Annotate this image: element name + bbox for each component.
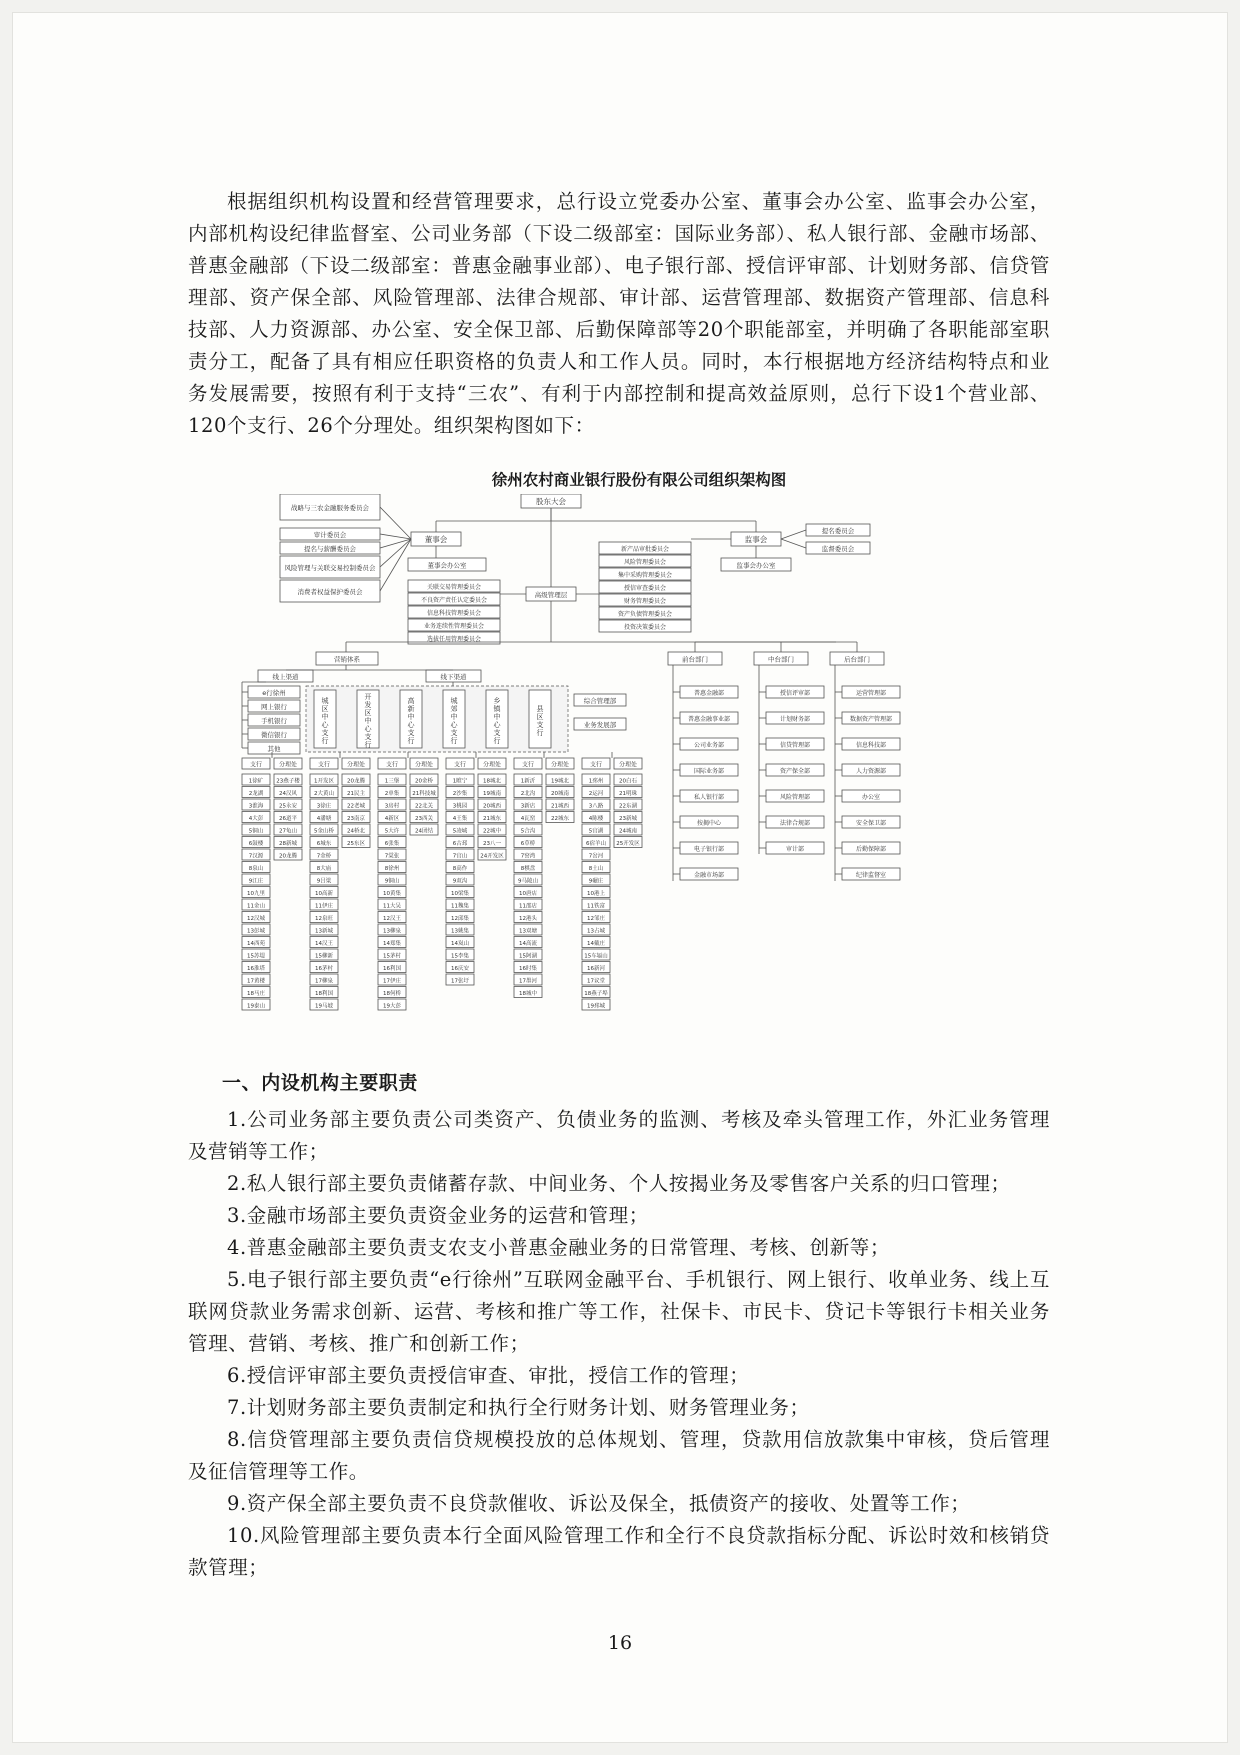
offline-channel-label: 线下渠道 (440, 673, 467, 681)
office-dept-label: 信息科技部 (855, 742, 887, 749)
branch-item-label: 3淮海 (248, 803, 264, 810)
branch-item-label: 14高流 (519, 941, 537, 947)
offline-center-label-char: 新 (407, 705, 415, 713)
online-item-label: 手机银行 (261, 717, 287, 725)
offline-center-label-char: 中 (407, 713, 415, 721)
sub-branch-item-label: 24城南 (619, 828, 637, 835)
branch-item-label: 13柳泉 (383, 928, 401, 935)
branch-item-label: 4潘塘 (316, 816, 332, 822)
offline-center-label-char: 支 (321, 729, 329, 737)
branch-item-label: 6宿羊山 (586, 841, 606, 847)
branch-item-label: 5官湖 (588, 828, 604, 835)
branch-item-label: 10黄集 (383, 891, 401, 897)
sub-branch-item-label: 22北关 (415, 803, 433, 810)
office-group-label: 中台部门 (768, 655, 794, 664)
duty-item: 6.授信评审部主要负责授信审查、审批，授信工作的管理； (227, 1364, 750, 1387)
branch-item-label: 15车辐山 (584, 953, 608, 960)
branch-item-label: 17张圩 (451, 978, 469, 985)
offline-center-label-char: 城 (321, 697, 329, 705)
branch-item-label: 4瓦窑 (520, 816, 536, 822)
branch-item-label: 4陈楼 (588, 816, 604, 822)
branch-item-label: 4王集 (452, 816, 468, 822)
branch-item-label: 8棋盘 (520, 866, 536, 872)
sub-branch-item-label: 21科技城 (412, 791, 436, 797)
branch-item-label: 6鼓楼 (248, 841, 264, 847)
branch-item-label: 16时集 (519, 966, 537, 972)
supervisor-committee-label: 监督委员会 (821, 545, 855, 553)
board-committee-label: 审计委员会 (313, 531, 347, 539)
mgmt-committee-right-label: 新产品审批委员会 (620, 546, 670, 553)
branch-item-label: 7官山 (452, 853, 468, 860)
board-committee-label: 提名与薪酬委员会 (304, 545, 356, 553)
branch-item-label: 7岔河 (588, 853, 604, 860)
branch-item-label: 1开发区 (314, 778, 334, 785)
offline-center-label-char: 镇 (493, 705, 501, 713)
branch-item-label: 5合沟 (520, 828, 536, 835)
branch-item-label: 12汉城 (247, 916, 265, 922)
offline-center-label-char: 区 (536, 713, 544, 721)
branch-label-label: 支行 (249, 761, 263, 769)
branch-item-label: 12港头 (519, 916, 537, 922)
branch-item-label: 9双沟 (452, 878, 468, 885)
branch-item-label: 18利国 (315, 991, 333, 997)
branch-label-label: 支行 (521, 761, 535, 769)
sub-branch-item-label: 23燕子楼 (276, 778, 300, 785)
offline-center-label-char: 行 (536, 729, 544, 737)
mgmt-committee-right-label: 集中采购管理委员会 (617, 572, 673, 579)
branch-item-label: 14戴庄 (587, 941, 605, 947)
branch-item-label: 2龙湖 (248, 791, 264, 797)
sub-branch-label-label: 分理处 (346, 761, 366, 769)
connector-line (781, 530, 806, 539)
branch-item-label: 18城中 (519, 991, 537, 997)
sub-branch-item-label: 18城北 (483, 778, 501, 785)
branch-item-label: 16茅村 (315, 966, 333, 972)
office-dept-label: 计划财务部 (779, 716, 811, 723)
branch-item-label: 2北沟 (520, 791, 536, 797)
duty-item: 5.电子银行部主要负责“e行徐州”互联网金融平台、手机银行、网上银行、收单业务、线上互联网贷款业务需求创新、运营、考核和推广等工作，社保卡、市民卡、贷记卡等银行卡相关业务管理、营销、考核、推广和创新工作； (188, 1268, 1050, 1355)
branch-item-label: 11大吴 (383, 903, 401, 910)
offline-center-label-char: 支 (450, 729, 458, 737)
supervisor-committee-label: 提名委员会 (821, 527, 855, 535)
offline-center-label-char: 开 (364, 693, 372, 701)
offline-center-label-char: 支 (364, 733, 372, 741)
sub-branch-item-label: 21明珠 (619, 791, 637, 797)
sub-branch-item-label: 23八一 (483, 841, 501, 847)
branch-item-label: 10九里 (247, 891, 265, 897)
offline-center-label-char: 心 (321, 721, 329, 729)
branch-item-label: 16新河 (587, 966, 605, 972)
mgmt-committee-left-label: 选拔任用管理委员会 (426, 636, 482, 643)
management-label: 高级管理层 (534, 591, 568, 599)
sub-branch-item-label: 24团结 (415, 828, 433, 835)
branch-item-label: 8高作 (452, 866, 468, 872)
sub-branch-item-label: 21城东 (483, 816, 501, 822)
branch-item-label: 19邳城 (587, 1003, 605, 1010)
branch-item-label: 2大黄山 (314, 791, 334, 797)
branch-item-label: 11邵店 (519, 903, 537, 910)
office-group-label: 前台部门 (682, 655, 708, 664)
board-committee-label: 风险管理与关联交易控制委员会 (284, 564, 376, 572)
branch-item-label: 14西苑 (247, 941, 265, 947)
mgmt-committee-left-label: 不良资产责任认定委员会 (420, 597, 488, 604)
branch-item-label: 11伊庄 (315, 903, 333, 910)
branch-item-label: 14汉王 (315, 941, 333, 947)
branch-item-label: 3房村 (384, 803, 400, 810)
branch-item-label: 12汉王 (383, 916, 401, 922)
branch-item-label: 19大彭 (383, 1003, 401, 1010)
branch-item-label: 13新城 (315, 928, 333, 935)
branch-item-label: 2单集 (384, 791, 400, 797)
duty-item: 4.普惠金融部主要负责支农支小普惠金融业务的日常管理、考核、创新等； (227, 1236, 891, 1259)
sub-branch-item-label: 22老城 (347, 803, 365, 810)
branch-item-label: 5大许 (384, 828, 400, 835)
branch-item-label: 9江庄 (248, 878, 264, 885)
branch-item-label: 2沙集 (452, 791, 468, 797)
intro-paragraph: 根据组织机构设置和经营管理要求，总行设立党委办公室、董事会办公室、监事会办公室，内部机构设纪律监督室、公司业务部（下设二级部室：国际业务部）、私人银行部、金融市场部、普惠金融部（下设二级部室：普惠金融事业部）、电子银行部、授信评审部、计划财务部、信贷管理部、资产保全部、风险管理部、法律合规部、审计部、运营管理部、数据资产管理部、信息科技部、人力资源部、办公室、安全保卫部、后勤保障部等20个职能部室，并明确了各职能部室职责分工，配备了具有相应任职资格的负责人和工作人员。同时，本行根据地方经济结构特点和业务发展需要，按照有利于支持“三农”、有利于内部控制和提高效益原则，总行下设1个营业部、120个支行、26个分理处。组织架构图如下： (188, 190, 1050, 437)
offline-center-label-char: 郊 (450, 705, 458, 713)
board-committee-label: 战略与三农金融服务委员会 (291, 504, 369, 512)
sub-branch-item-label: 27龟山 (279, 828, 297, 835)
mgmt-committee-right-label: 财务管理委员会 (623, 598, 667, 605)
branch-item-label: 13双塘 (519, 928, 537, 935)
branch-item-label: 1睢宁 (452, 778, 468, 785)
branch-item-label: 16庆安 (451, 966, 469, 972)
connector-line (380, 507, 411, 539)
branch-item-label: 6城东 (316, 841, 332, 847)
branch-item-label: 12泉旺 (315, 916, 333, 922)
office-dept-label: 信贷管理部 (779, 742, 811, 749)
offline-center-label-char: 中 (493, 713, 501, 721)
branch-item-label: 7汉源 (248, 853, 264, 860)
channels-label: 营销体系 (334, 655, 360, 664)
duty-item: 3.金融市场部主要负责资金业务的运营和管理； (227, 1204, 649, 1227)
sub-branch-item-label: 22城中 (483, 828, 501, 835)
sub-branch-item-label: 21民主 (347, 791, 365, 797)
duty-item: 10.风险管理部主要负责本行全面风险管理工作和全行不良贷款指标分配、诉讼时效和核销贷款管理； (188, 1524, 1050, 1579)
branch-item-label: 7棠张 (384, 853, 400, 860)
branch-item-label: 17伊庄 (383, 978, 401, 985)
offline-extra-label: 综合管理部 (583, 697, 617, 705)
sub-branch-item-label: 21城西 (551, 803, 569, 810)
sub-branch-label-label: 分理处 (414, 761, 434, 769)
branch-item-label: 13占城 (587, 928, 605, 935)
sub-branch-item-label: 25东区 (347, 841, 365, 847)
sub-branch-item-label: 22东湖 (619, 803, 637, 810)
branch-item-label: 12邹庄 (587, 916, 605, 922)
branch-item-label: 9铜山 (384, 878, 400, 885)
offline-center-label-char: 行 (407, 737, 415, 745)
offline-center-label-char: 高 (407, 697, 415, 705)
branch-item-label: 15柳新 (315, 953, 333, 960)
office-dept-label: 后勤保障部 (855, 846, 887, 853)
offline-center-label-char: 行 (493, 737, 501, 745)
branch-item-label: 9碾庄 (588, 878, 604, 885)
office-dept-label: 按揭中心 (696, 820, 722, 827)
branch-item-label: 8泉山 (248, 866, 264, 872)
sub-branch-item-label: 20龙腾 (279, 853, 297, 860)
online-item-label: 微信银行 (261, 731, 287, 739)
branch-item-label: 2运河 (588, 791, 604, 797)
branch-item-label: 5金山桥 (314, 828, 334, 835)
offline-center-label-char: 中 (321, 713, 329, 721)
duty-item: 2.私人银行部主要负责储蓄存款、中间业务、个人按揭业务及零售客户关系的归口管理； (227, 1172, 1011, 1195)
branch-item-label: 10唐店 (519, 891, 537, 897)
mgmt-committee-right-label: 授信审查委员会 (623, 585, 667, 592)
branch-item-label: 3八路 (588, 803, 604, 810)
offline-center-label-char: 支 (407, 729, 415, 737)
sub-branch-item-label: 24桥北 (347, 828, 365, 835)
office-dept-label: 电子银行部 (693, 846, 725, 853)
office-dept-label: 安全保卫部 (855, 820, 887, 827)
branch-item-label: 15阿湖 (519, 953, 537, 960)
sub-branch-item-label: 19城南 (483, 791, 501, 797)
intro-section (188, 186, 1050, 442)
office-group-label: 后台部门 (844, 655, 870, 664)
mgmt-committee-left-label: 关联交易管理委员会 (426, 584, 482, 591)
branch-item-label: 12邱集 (451, 916, 469, 922)
branch-item-label: 19泰山 (247, 1003, 265, 1010)
org-chart-figure (236, 468, 1042, 1044)
sub-branch-item-label: 23西关 (415, 816, 433, 822)
branch-item-label: 6张集 (384, 841, 400, 847)
online-item-label: 其他 (267, 745, 281, 753)
offline-center-label-char: 城 (450, 697, 458, 705)
duty-item: 9.资产保全部主要负责不良贷款催收、诉讼及保全，抵债资产的接收、处置等工作； (227, 1492, 971, 1515)
branch-item-label: 16淮塔 (247, 966, 265, 972)
branch-item-label: 17墨河 (519, 978, 537, 985)
sub-branch-item-label: 26道平 (279, 816, 297, 822)
branch-item-label: 3新店 (520, 803, 536, 810)
branch-item-label: 14郑集 (383, 941, 401, 947)
branch-item-label: 6草桥 (520, 841, 536, 847)
page-number: 16 (607, 1632, 633, 1654)
branch-item-label: 3徐庄 (316, 803, 332, 810)
mgmt-committee-right-label: 投资决策委员会 (623, 624, 667, 631)
branch-item-label: 8土山 (588, 866, 604, 872)
sub-branch-label-label: 分理处 (278, 761, 298, 769)
sub-branch-item-label: 22城东 (551, 816, 569, 822)
office-dept-label: 金融市场部 (693, 872, 725, 879)
sub-branch-item-label: 20白石 (619, 778, 637, 785)
office-dept-label: 人力资源部 (855, 768, 887, 775)
branch-item-label: 8徐州 (384, 866, 400, 872)
mgmt-committee-left-label: 业务连续性管理委员会 (423, 623, 485, 630)
branch-item-label: 18马庄 (247, 991, 265, 997)
branch-item-label: 15茅村 (383, 953, 401, 960)
offline-center-label-char: 行 (321, 737, 329, 745)
offline-center-label-char: 中 (450, 713, 458, 721)
board-committee-label: 消费者权益保护委员会 (297, 588, 363, 596)
branch-item-label: 8大庙 (316, 866, 332, 872)
branch-item-label: 19马坡 (315, 1003, 333, 1010)
sub-branch-item-label: 23南京 (347, 816, 365, 822)
offline-center-label-char: 心 (493, 721, 501, 729)
offline-center-label-char: 行 (364, 741, 372, 749)
branch-label-label: 支行 (317, 761, 331, 769)
offline-extra-label: 业务发展部 (583, 721, 617, 729)
duty-item: 1.公司业务部主要负责公司类资产、负债业务的监测、考核及牵头管理工作，外汇业务管理及营销等工作； (188, 1108, 1050, 1163)
offline-center-label-char: 发 (364, 701, 372, 709)
office-dept-label: 公司业务部 (693, 742, 725, 749)
branch-label-label: 支行 (589, 761, 603, 769)
sub-branch-item-label: 23新城 (619, 816, 637, 822)
office-dept-label: 风险管理部 (779, 794, 811, 801)
sub-branch-item-label: 20城南 (551, 791, 569, 797)
sub-branch-item-label: 25开发区 (616, 841, 640, 847)
offline-center-label-char: 中 (364, 717, 372, 725)
branch-item-label: 15苏堤 (247, 953, 265, 960)
office-dept-label: 普惠金融事业部 (687, 716, 731, 723)
board-office-label: 董事会办公室 (427, 561, 467, 570)
branch-item-label: 4大彭 (248, 816, 264, 822)
branch-item-label: 10港上 (587, 891, 605, 897)
offline-center-label-char: 行 (450, 737, 458, 745)
branch-item-label: 13彭城 (247, 928, 265, 935)
branch-item-label: 5铜山 (248, 828, 264, 835)
office-dept-label: 普惠金融部 (693, 690, 725, 697)
offline-center-label-char: 区 (321, 705, 329, 713)
offline-center-label-char: 县 (536, 705, 544, 713)
supervisor-office-label: 监事会办公室 (736, 561, 776, 570)
office-dept-label: 数据资产管理部 (849, 716, 893, 723)
sub-branch-label-label: 分理处 (482, 761, 502, 769)
branch-item-label: 18何桥 (383, 991, 401, 997)
sub-branch-item-label: 28新城 (279, 841, 297, 847)
sub-branch-item-label: 24开发区 (480, 853, 504, 860)
section-heading: 一、内设机构主要职责 (222, 1072, 419, 1094)
branch-item-label: 6古邳 (452, 841, 468, 847)
branch-item-label: 4新区 (384, 816, 400, 822)
org-chart-svg (236, 494, 1042, 1042)
board-label: 董事会 (424, 535, 448, 544)
offline-center-label-char: 心 (450, 721, 458, 729)
offline-center-label-char: 区 (364, 709, 372, 717)
mgmt-committee-left-label: 信息科技管理委员会 (426, 610, 482, 617)
mgmt-committee-right-label: 风险管理委员会 (623, 559, 667, 566)
branch-item-label: 3桃园 (452, 803, 468, 810)
branch-item-label: 10梁集 (451, 891, 469, 897)
branch-item-label: 7金桥 (316, 853, 332, 860)
branch-item-label: 11魏集 (451, 903, 469, 910)
office-dept-label: 资产保全部 (779, 768, 811, 775)
branch-item-label: 14岚山 (451, 941, 469, 947)
office-dept-label: 法律合规部 (779, 820, 811, 827)
branch-item-label: 9吕梁 (316, 878, 332, 885)
branch-label-label: 支行 (385, 761, 399, 769)
office-dept-label: 纪律监督室 (855, 872, 887, 879)
branch-item-label: 1邳州 (588, 778, 604, 785)
branch-item-label: 7窑湾 (520, 853, 536, 860)
online-item-label: 网上银行 (261, 703, 287, 711)
branch-label-label: 支行 (453, 761, 467, 769)
sub-branch-item-label: 24汉风 (279, 791, 297, 797)
branch-item-label: 17柳泉 (315, 978, 333, 985)
duty-item: 7.计划财务部主要负责制定和执行全行财务计划、财务管理业务； (227, 1396, 810, 1419)
mgmt-committee-right-label: 资产负债管理委员会 (617, 611, 673, 618)
sub-branch-label-label: 分理处 (550, 761, 570, 769)
branch-item-label: 17议堂 (587, 978, 605, 985)
branch-item-label: 16利国 (383, 966, 401, 972)
branch-item-label: 15李集 (451, 953, 469, 960)
branch-item-label: 5凌城 (452, 828, 468, 835)
branch-item-label: 13姚集 (451, 928, 469, 935)
sub-branch-item-label: 20龙腾 (347, 778, 365, 785)
branch-item-label: 1徐矿 (248, 778, 264, 785)
duty-item: 8.信贷管理部主要负责信贷规模投放的总体规划、管理，贷款用信放款集中审核，贷后管理及征信管理等工作。 (188, 1428, 1050, 1483)
online-item-label: e行徐州 (262, 689, 286, 697)
sub-branch-item-label: 19城北 (551, 778, 569, 785)
office-dept-label: 运营管理部 (855, 690, 887, 697)
office-dept-label: 国际业务部 (693, 768, 725, 775)
offline-center-label-char: 支 (493, 729, 501, 737)
supervisors-label: 监事会 (744, 535, 768, 544)
offline-center-label-char: 心 (407, 721, 415, 729)
office-dept-label: 授信评审部 (779, 690, 811, 697)
branch-item-label: 10高新 (315, 891, 333, 897)
chart-title: 徐州农村商业银行股份有限公司组织架构图 (491, 471, 787, 489)
branch-item-label: 1三堡 (384, 778, 400, 785)
office-dept-label: 办公室 (861, 794, 881, 801)
offline-center-label-char: 支 (536, 721, 544, 729)
shareholders-label: 股东大会 (536, 497, 566, 506)
connector-line (781, 539, 806, 548)
sub-branch-label-label: 分理处 (618, 761, 638, 769)
online-channel-label: 线上渠道 (272, 673, 299, 681)
branch-item-label: 11铁富 (587, 903, 605, 910)
office-dept-label: 审计部 (785, 846, 805, 853)
sub-branch-item-label: 25永安 (279, 803, 297, 810)
duties-list (188, 1104, 1050, 1584)
branch-item-label: 17黄楼 (247, 978, 265, 985)
branch-item-label: 9马陵山 (518, 878, 538, 885)
offline-center-label-char: 心 (364, 725, 372, 733)
branch-item-label: 11金山 (247, 903, 265, 910)
offline-center-label-char: 乡 (493, 697, 501, 705)
sub-branch-item-label: 20城西 (483, 803, 501, 810)
sub-branch-item-label: 20金桥 (415, 778, 433, 785)
branch-item-label: 1新沂 (520, 778, 536, 785)
office-dept-label: 私人银行部 (693, 794, 725, 801)
branch-item-label: 18燕子埠 (584, 991, 608, 997)
